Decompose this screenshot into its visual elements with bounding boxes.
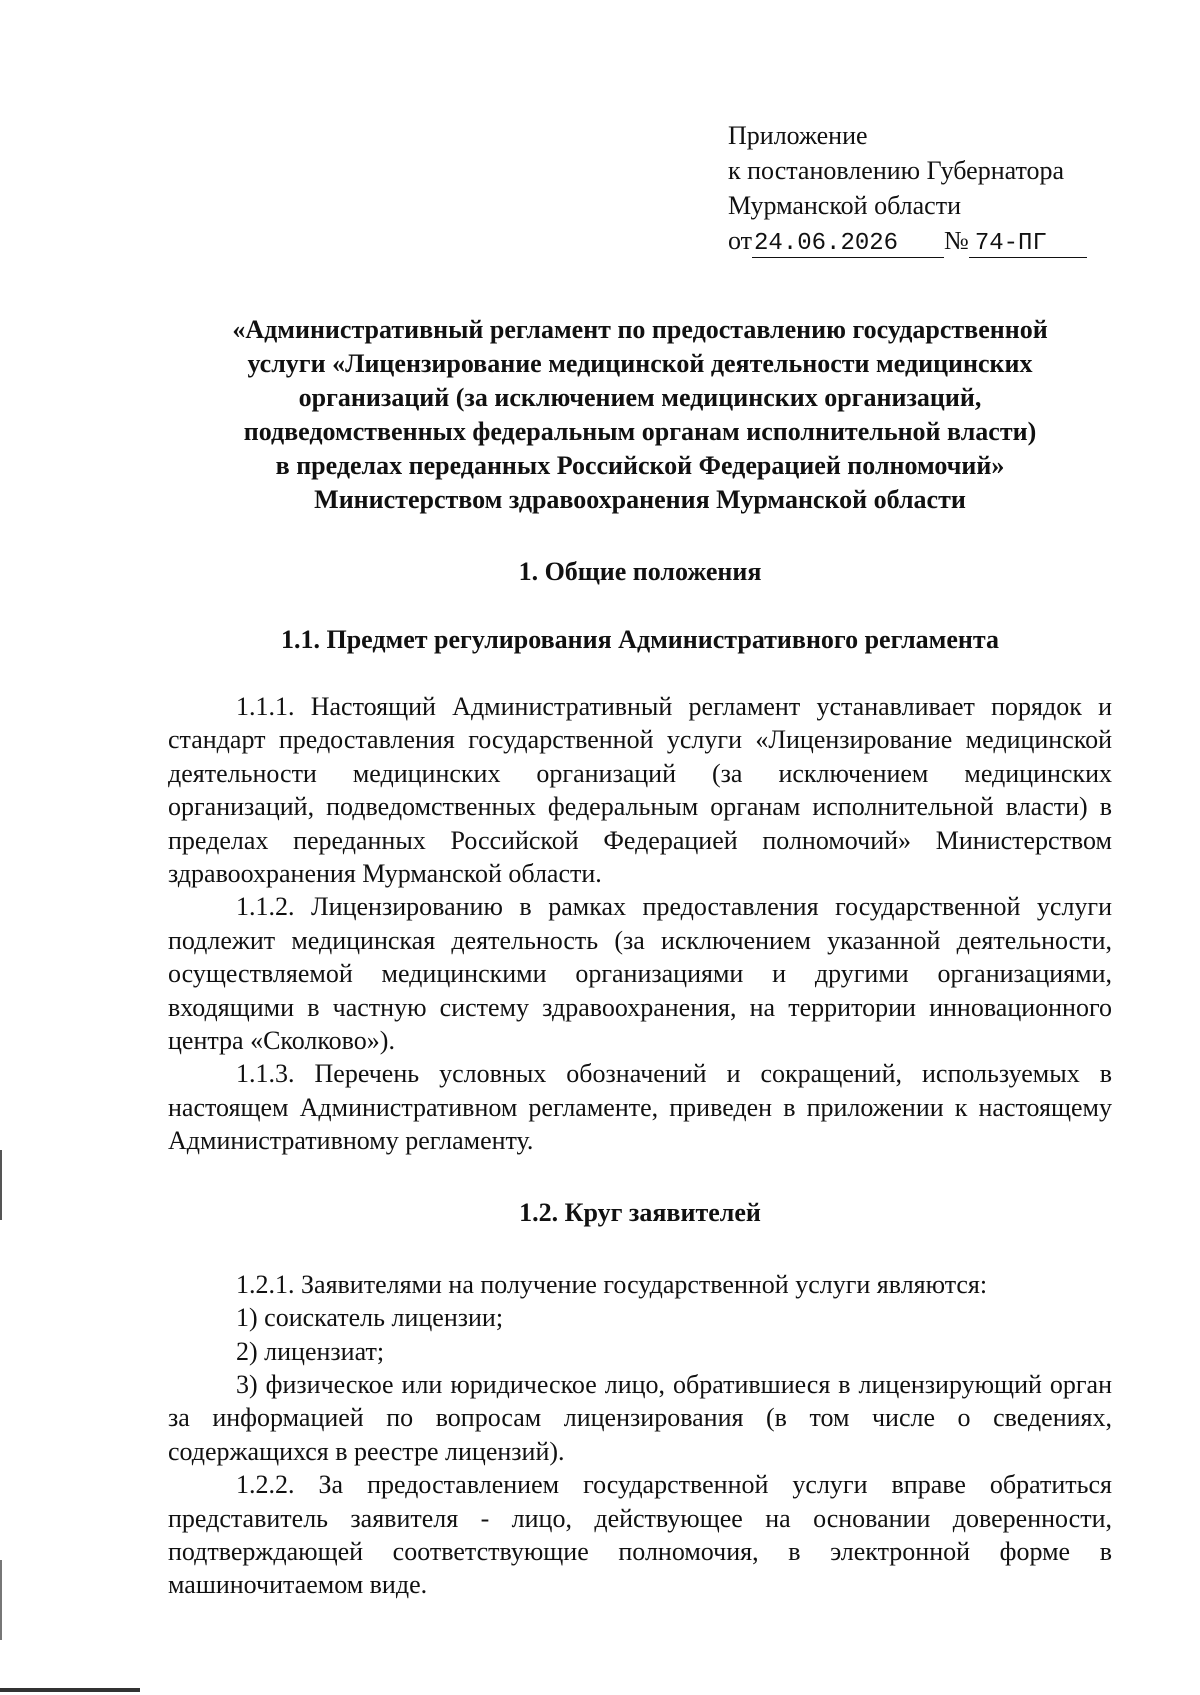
attachment-block xyxy=(728,118,1148,258)
title-line: подведомственных федеральным органам исполнительной власти) xyxy=(243,417,1037,446)
attachment-date-number-line xyxy=(728,223,1148,258)
scan-edge-mark xyxy=(0,1560,2,1640)
document-body xyxy=(168,313,1112,1602)
date-prefix: от xyxy=(728,226,753,255)
scan-edge-mark xyxy=(0,1150,2,1220)
subsection-heading-subject-of-regulation: 1.1. Предмет регулирования Административного регламента xyxy=(281,625,999,654)
list-item-applicant-3: 3) физическое или юридическое лицо, обратившиеся в лицензирующий орган за информацией по вопросам лицензирования (в том числе о сведениях, содержащихся в реестре лицензий). xyxy=(168,1369,1112,1466)
resolution-number: 74-ПГ xyxy=(969,231,1087,258)
paragraph-1-1-2: 1.1.2. Лицензированию в рамках предоставления государственной услуги подлежит медицинская деятельность (за исключением указанной деятельности, осуществляемой медицинскими организациями и другими организациями, входящими в частную систему здравоохранения, на территории инновационного центра «Сколково»). xyxy=(168,892,1112,1056)
list-item-applicant-1: 1) соискатель лицензии; xyxy=(236,1303,504,1333)
paragraph-1-2-2: 1.2.2. За предоставлением государственной услуги вправе обратиться представитель заявителя - лицо, действующее на основании доверенности, подтверждающей соответствующие полномочия, в электронной форме в машиночитаемом виде. xyxy=(168,1470,1112,1600)
resolution-date: 24.06.2026 xyxy=(752,231,944,258)
title-line: услуги «Лицензирование медицинской деятельности медицинских xyxy=(247,349,1033,378)
attachment-region: Мурманской области xyxy=(728,191,961,220)
attachment-resolution-ref: к постановлению Губернатора xyxy=(728,156,1065,185)
subsection-heading-applicants: 1.2. Круг заявителей xyxy=(519,1197,761,1227)
number-prefix: № xyxy=(944,226,969,255)
paragraph-1-1-3: 1.1.3. Перечень условных обозначений и сокращений, используемых в настоящем Административном регламенте, приведен в приложении к настоящему Административному регламенту. xyxy=(168,1059,1112,1156)
title-line: Министерством здравоохранения Мурманской области xyxy=(314,485,966,514)
title-line: организаций (за исключением медицинских организаций, xyxy=(298,383,982,412)
paragraph-1-1-1: 1.1.1. Настоящий Административный регламент устанавливает порядок и стандарт предоставления государственной услуги «Лицензирование медицинской деятельности медицинских организаций (за исключением медицинских организаций, подведомственных федеральным органам исполнительной власти) в пределах переданных Российской Федерацией полномочий» Министерством здравоохранения Мурманской области. xyxy=(168,692,1112,889)
paragraph-1-2-1: 1.2.1. Заявителями на получение государственной услуги являются: xyxy=(236,1269,988,1299)
title-line: «Административный регламент по предоставлению государственной xyxy=(232,315,1048,344)
document-title xyxy=(168,313,1112,517)
section-heading-general-provisions: 1. Общие положения xyxy=(518,557,762,586)
scan-bottom-mark xyxy=(0,1688,140,1692)
title-line: в пределах переданных Российской Федерацией полномочий» xyxy=(275,451,1005,480)
list-item-applicant-2: 2) лицензиат; xyxy=(236,1336,385,1366)
attachment-label: Приложение xyxy=(728,121,868,150)
